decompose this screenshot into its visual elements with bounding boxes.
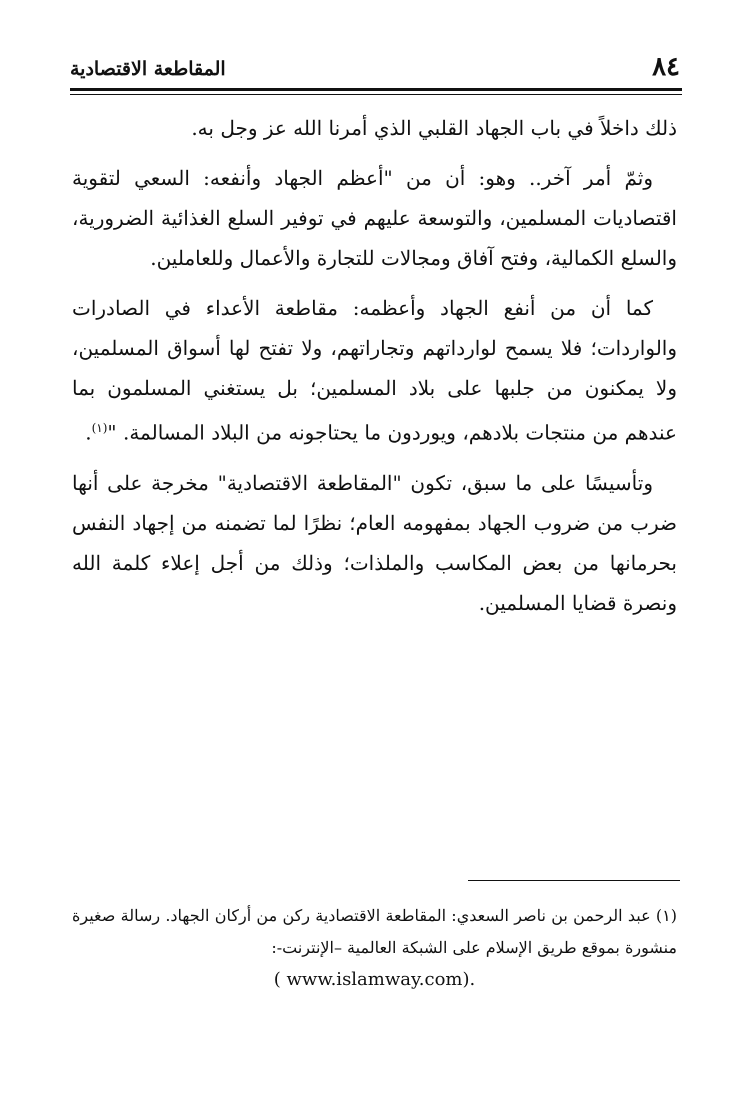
footnote-1-url: .(www.islamway.com ) [273, 969, 476, 990]
footnote-separator [468, 880, 680, 881]
paragraph-3-text: كما أن من أنفع الجهاد وأعظمه: مقاطعة الأعداء في الصادرات والواردات؛ فلا يسمح لوارداتهم وتجاراتهم، ولا تفتح لها أسواق المسلمين، ولا يمكنون من جلبها على بلاد المسلمين؛ بل يستغني المسلمون بما عندهم من منتجات بلادهم، ويوردون ما يحتاجونه من البلاد المسالمة. " [72, 296, 677, 445]
paragraph-3 [72, 288, 677, 453]
footnotes [72, 900, 677, 996]
paragraph-1: ذلك داخلاً في باب الجهاد القلبي الذي أمرنا الله عز وجل به. [191, 116, 677, 140]
paragraph-4: وتأسيسًا على ما سبق، تكون "المقاطعة الاقتصادية" مخرجة على أنها ضرب من ضروب الجهاد بمفهومه العام؛ نظرًا لما تضمنه من إجهاد النفس بحرمانها من بعض المكاسب والملذات؛ وذلك من أجل إعلاء كلمة الله ونصرة قضايا المسلمين. [72, 470, 677, 615]
running-title: المقاطعة الاقتصادية [70, 58, 226, 80]
body-text [72, 108, 677, 633]
page-header [70, 52, 680, 86]
footnote-1: (١) عبد الرحمن بن ناصر السعدي: المقاطعة الاقتصادية ركن من أركان الجهاد. رسالة صغيرة منشورة بموقع طريق الإسلام على الشبكة العالمية –الإنترنت-: [72, 906, 677, 957]
page-number: ٨٤ [652, 52, 680, 82]
header-rule-thin [70, 94, 682, 95]
paragraph-3-end: . [85, 420, 92, 445]
paragraph-2: وثمّ أمر آخر.. وهو: أن من "أعظم الجهاد وأنفعه: السعي لتقوية اقتصاديات المسلمين، والتوسعة عليهم في توفير السلع الغذائية الضرورية، والسلع الكمالية، وفتح آفاق ومجالات للتجارة والأعمال وللعاملين. [72, 166, 677, 270]
header-rule-thick [70, 88, 682, 91]
footnote-reference: (١) [91, 421, 108, 435]
